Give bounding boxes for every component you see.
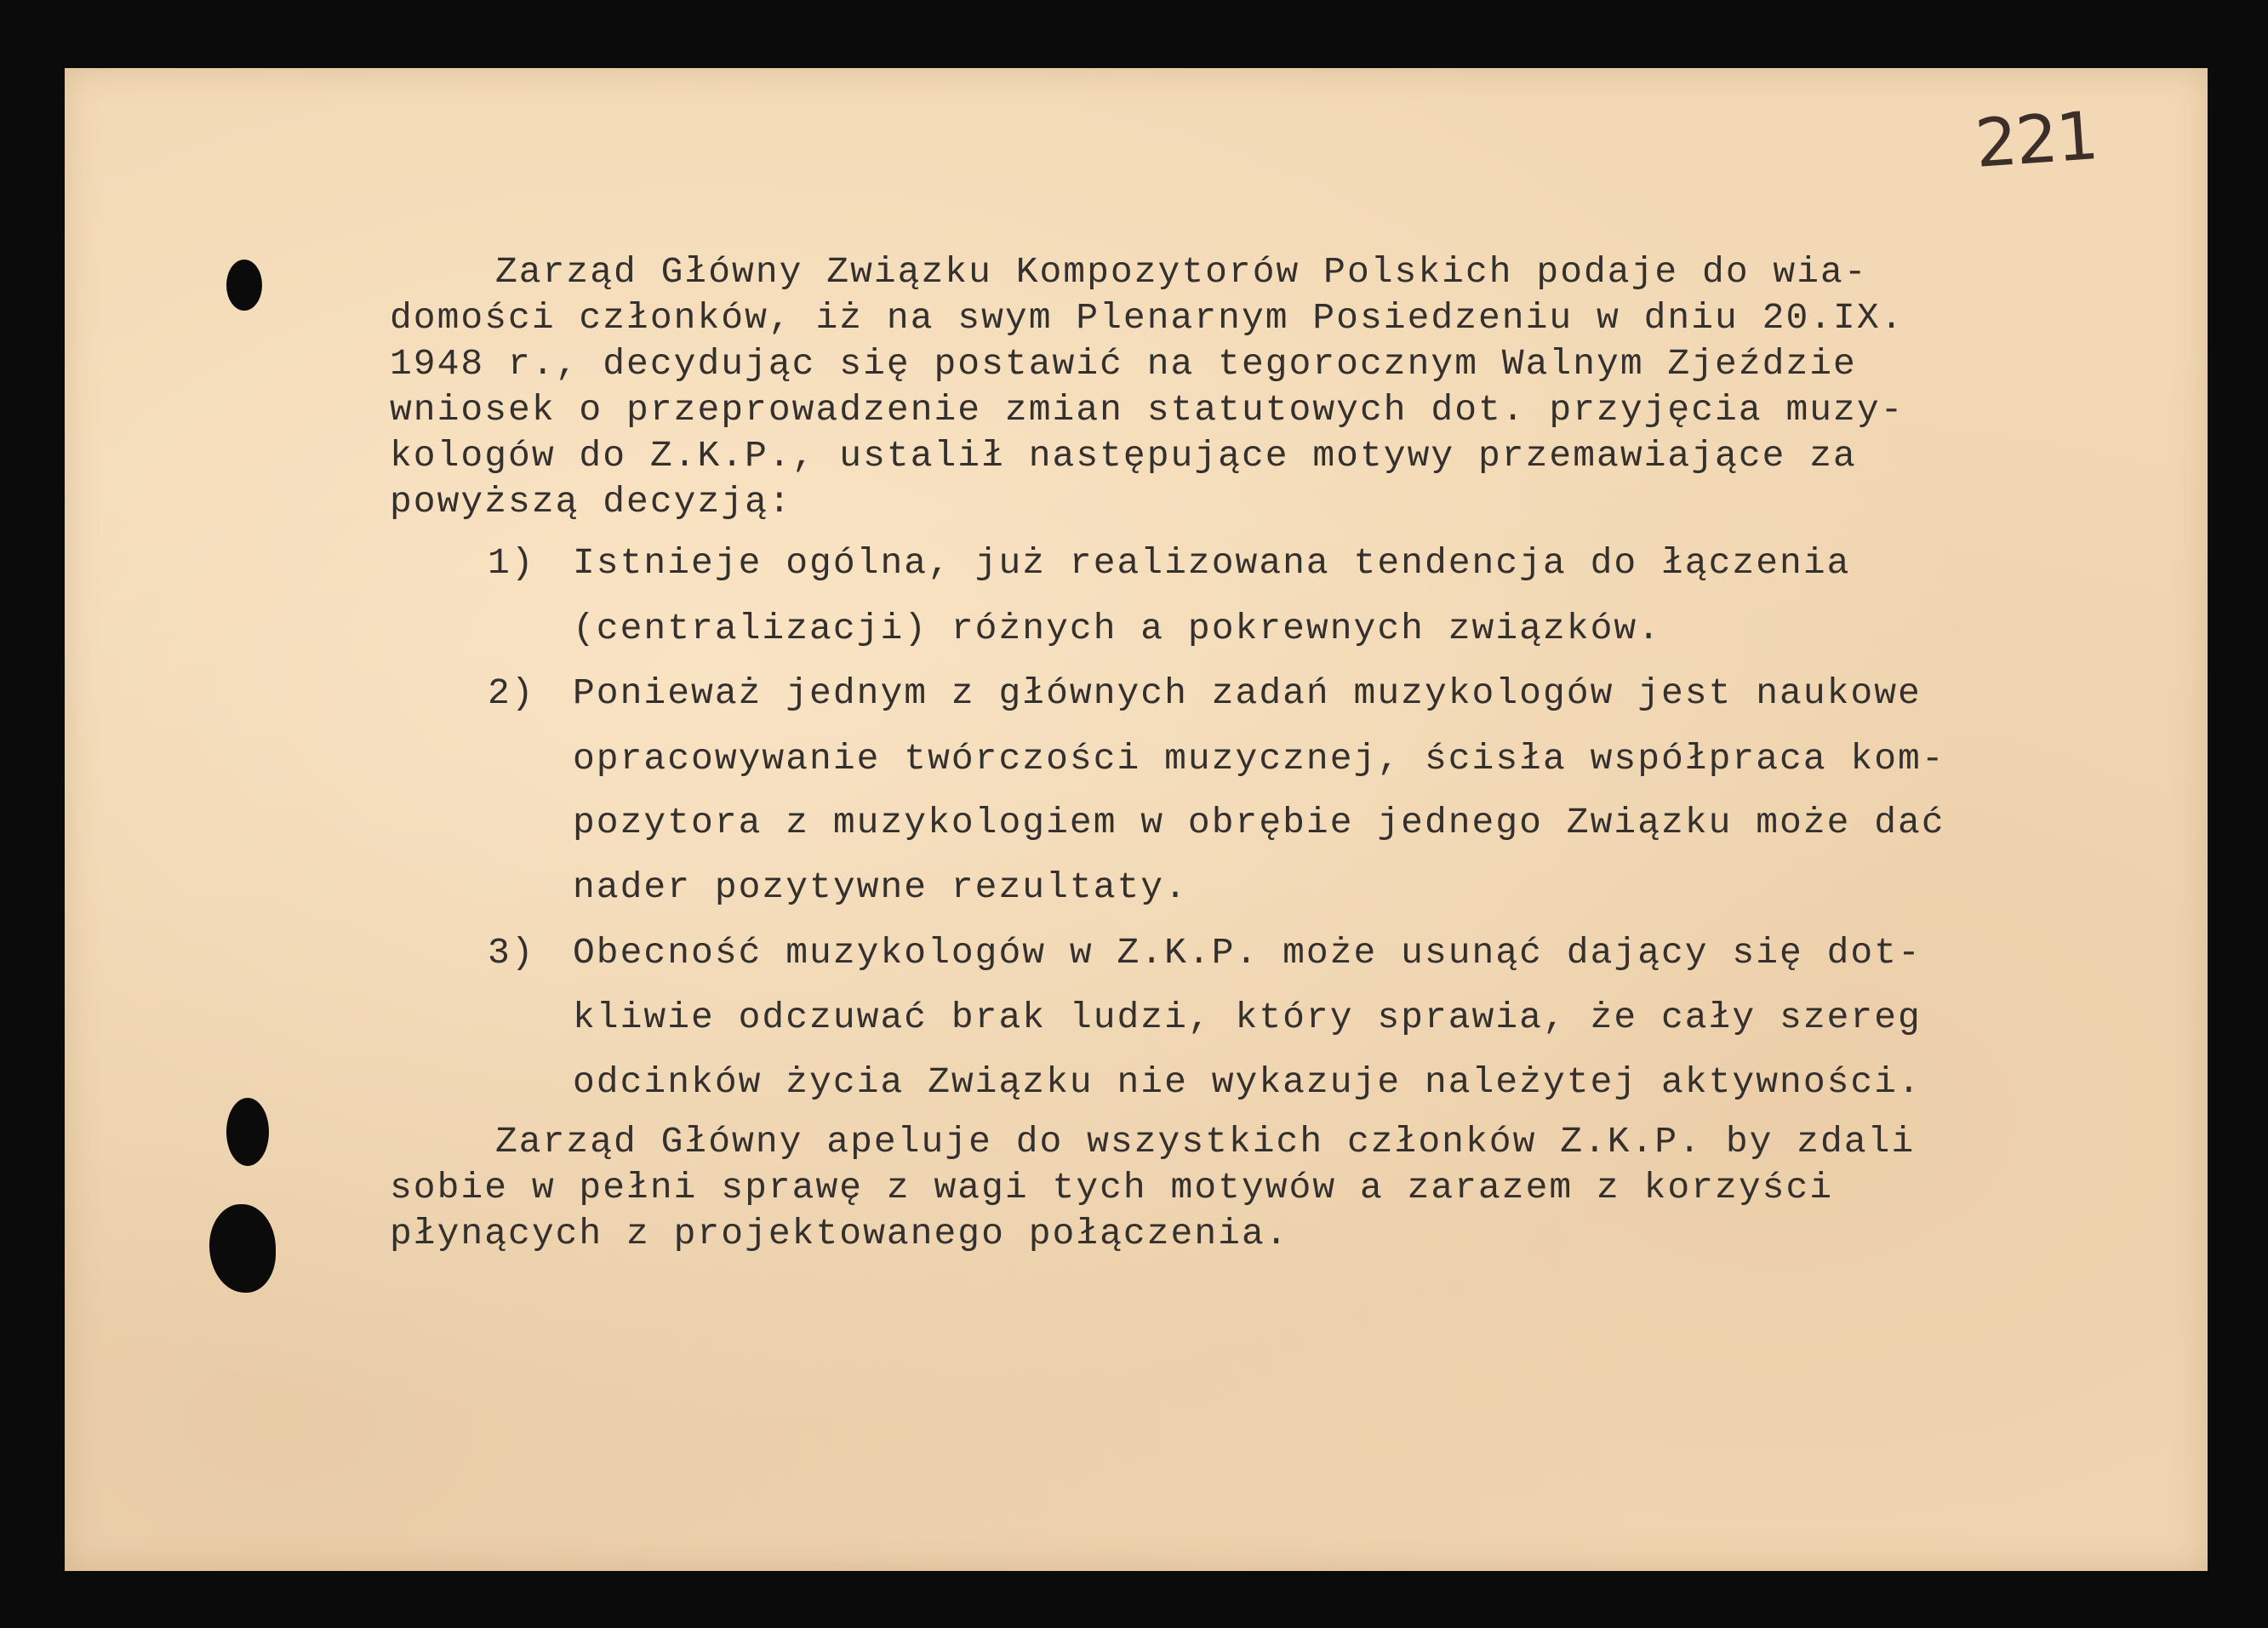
document-text — [65, 68, 1945, 1402]
closing-line: sobie w pełni sprawę z wagi tych motywów a zarazem z korzyści — [390, 1167, 1834, 1208]
closing-line: Zarząd Główny apeluje do wszystkich członków Z.K.P. by zdali — [495, 1121, 1916, 1162]
point-line: pozytora z muzykologiem w obrębie jednego Związku może dać — [573, 802, 1945, 843]
intro-line: Zarząd Główny Związku Kompozytorów Polskich podaje do wia- — [495, 251, 1868, 293]
point-line: opracowywanie twórczości muzycznej, ścisła współpraca kom- — [573, 738, 1945, 780]
punch-hole — [226, 260, 262, 311]
point-number: 2) — [488, 672, 535, 714]
intro-line: domości członków, iż na swym Plenarnym Posiedzeniu w dniu 20.IX. — [390, 297, 1905, 339]
point-line: odcinków życia Związku nie wykazuje należytej aktywności. — [573, 1061, 1922, 1103]
archive-page-number: 221 — [1973, 98, 2099, 183]
punch-hole — [209, 1204, 276, 1293]
point-line: Ponieważ jednym z głównych zadań muzykologów jest naukowe — [573, 672, 1922, 714]
punch-hole — [226, 1098, 269, 1166]
point-line: Istnieje ogólna, już realizowana tendencja do łączenia — [573, 542, 1851, 584]
point-line: (centralizacji) różnych a pokrewnych związków. — [573, 608, 1661, 649]
typewritten-page — [65, 68, 2208, 1571]
point-number: 3) — [488, 932, 535, 974]
point-line: nader pozytywne rezultaty. — [573, 866, 1188, 908]
intro-line: kologów do Z.K.P., ustalił następujące motywy przemawiające za — [390, 435, 1857, 477]
intro-line: powyższą decyzją: — [390, 481, 792, 523]
intro-line: wniosek o przeprowadzenie zmian statutowych dot. przyjęcia muzy- — [390, 389, 1905, 431]
closing-line: płynących z projektowanego połączenia. — [390, 1213, 1289, 1254]
point-line: kliwie odczuwać brak ludzi, który sprawia, że cały szereg — [573, 997, 1922, 1038]
point-number: 1) — [488, 542, 535, 584]
intro-line: 1948 r., decydując się postawić na tegorocznym Walnym Zjeździe — [390, 343, 1857, 385]
point-line: Obecność muzykologów w Z.K.P. może usunąć dający się dot- — [573, 932, 1922, 974]
